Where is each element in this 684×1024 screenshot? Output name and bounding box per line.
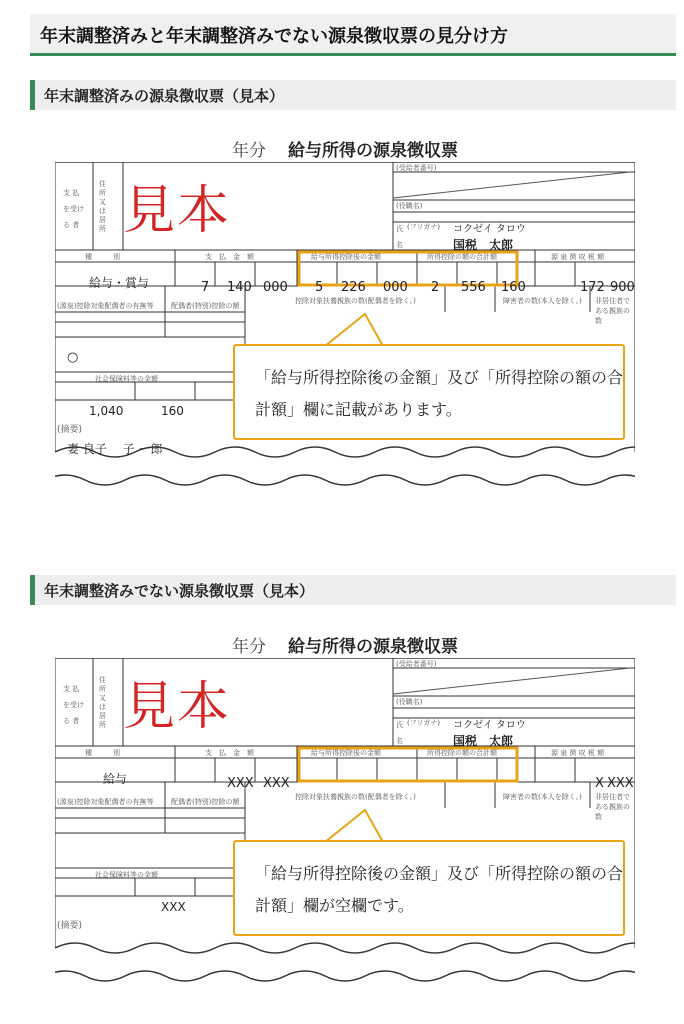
section-heading: 年末調整済みでない源泉徴収票（見本） xyxy=(44,582,315,600)
shubetsu-value: 給与 xyxy=(103,772,128,786)
amount-cell: 2 xyxy=(431,280,440,295)
amount-cell: 172 xyxy=(580,280,605,295)
tekiyo-value: 妻 良子 子 一郎 xyxy=(67,442,163,456)
amount-cell: 7 xyxy=(201,280,210,295)
callout-pointer xyxy=(325,808,385,842)
section-heading-bar-2 xyxy=(30,575,676,605)
callout-box xyxy=(233,840,625,936)
social-insurance-label: 社会保険料等の金額 xyxy=(95,375,158,383)
name-label-mei: 名 xyxy=(396,737,403,745)
sample-stamp: 見本 xyxy=(123,677,232,737)
col-kojo-total: 所得控除の額の合計額 xyxy=(427,253,497,261)
col-shiharai: 支 払 金 額 xyxy=(205,253,254,261)
page-title-bar xyxy=(30,14,676,56)
payee-label-2: を受け xyxy=(63,701,84,709)
amount-cell: 000 xyxy=(263,280,288,295)
social-amount: 1,040 xyxy=(89,404,124,418)
section-heading-bar-1 xyxy=(30,80,676,110)
sample-stamp: 見本 xyxy=(123,181,232,241)
page-title: 年末調整済みと年末調整済みでない源泉徴収票の見分け方 xyxy=(40,26,508,47)
form-title xyxy=(55,632,635,657)
amount-cell: 160 xyxy=(501,280,526,295)
furigana-label: (フリガナ) xyxy=(407,223,441,231)
dependents-label: 控除対象扶養親族の数(配偶者を除く。) xyxy=(295,297,416,305)
amount-cell: XXX xyxy=(607,776,634,791)
furigana-name: コクゼイ タロウ xyxy=(453,224,526,235)
col-shubetsu: 種 別 xyxy=(85,253,120,261)
form-title-text: 給与所得の源泉徴収票 xyxy=(288,637,458,657)
payee-label-1: 支 払 xyxy=(63,685,80,693)
social-amount: XXX xyxy=(161,900,186,914)
col-tax: 源 泉 徴 収 税 額 xyxy=(551,749,605,757)
col-kojogo: 給与所得控除後の金額 xyxy=(311,253,381,261)
shubetsu-value: 給与・賞与 xyxy=(89,276,150,290)
furigana-label: (フリガナ) xyxy=(407,719,441,727)
nonresident-label: 非居住者である親族の数 xyxy=(595,793,630,821)
nonresident-label: 非居住者である親族の数 xyxy=(595,297,630,325)
furigana-name: コクゼイ タロウ xyxy=(453,720,526,731)
withholding-slip-sample-1 xyxy=(55,136,635,511)
dependents-label: 控除対象扶養親族の数(配偶者を除く。) xyxy=(295,793,416,801)
payee-label-3: る 者 xyxy=(63,717,80,725)
amount-cell: 5 xyxy=(315,280,324,295)
spouse-label: (源泉)控除対象配偶者の有無等 xyxy=(57,798,154,806)
payee-label-3: る 者 xyxy=(63,221,80,229)
recipient-name: 国税 太郎 xyxy=(453,238,514,252)
tekiyo-label: (摘要) xyxy=(57,425,83,435)
amount-cell: 000 xyxy=(383,280,408,295)
amount-cell: 226 xyxy=(341,280,366,295)
name-label-shi: 氏 xyxy=(396,721,403,729)
position-label: (役職名) xyxy=(396,202,423,210)
address-label: 住所又は居所 xyxy=(99,180,106,233)
form-title-text: 給与所得の源泉徴収票 xyxy=(288,141,458,161)
social-amount: 160 xyxy=(161,404,184,418)
callout-text: 「給与所得控除後の金額」及び「所得控除の額の合計額」欄が空欄です。 xyxy=(255,864,624,915)
withholding-slip-sample-2 xyxy=(55,632,635,1012)
recipient-name: 国税 太郎 xyxy=(453,734,514,748)
payee-label-1: 支 払 xyxy=(63,189,80,197)
payee-label-2: を受け xyxy=(63,205,84,213)
disabled-label: 障害者の数(本人を除く。) xyxy=(503,297,582,305)
callout-box xyxy=(233,344,625,440)
amount-cell: XXX xyxy=(227,776,254,791)
social-insurance-label: 社会保険料等の金額 xyxy=(95,871,158,879)
col-shiharai: 支 払 金 額 xyxy=(205,749,254,757)
amount-cell: 140 xyxy=(227,280,252,295)
name-label-shi: 氏 xyxy=(396,225,403,233)
amount-cell: XXX xyxy=(263,776,290,791)
callout-pointer xyxy=(325,312,385,346)
address-label: 住所又は居所 xyxy=(99,676,106,729)
callout-text: 「給与所得控除後の金額」及び「所得控除の額の合計額」欄に記載があります。 xyxy=(255,368,624,419)
recipient-number-label: (受給者番号) xyxy=(396,660,437,668)
amount-cell: X xyxy=(595,776,604,791)
amount-cell: 900 xyxy=(610,280,635,295)
form-title xyxy=(55,136,635,161)
col-tax: 源 泉 徴 収 税 額 xyxy=(551,253,605,261)
section-heading: 年末調整済みの源泉徴収票（見本） xyxy=(44,87,285,105)
name-label-mei: 名 xyxy=(396,241,403,249)
form-year-label: 年分 xyxy=(232,141,266,161)
spouse-special-label: 配偶者(特別)控除の額 xyxy=(171,302,240,310)
amount-cell: 556 xyxy=(461,280,486,295)
spouse-circle: ○ xyxy=(67,350,79,365)
col-kojogo: 給与所得控除後の金額 xyxy=(311,749,381,757)
spouse-special-label: 配偶者(特別)控除の額 xyxy=(171,798,240,806)
form-year-label: 年分 xyxy=(232,637,266,657)
disabled-label: 障害者の数(本人を除く。) xyxy=(503,793,582,801)
col-shubetsu: 種 別 xyxy=(85,749,120,757)
recipient-number-label: (受給者番号) xyxy=(396,164,437,172)
tekiyo-label: (摘要) xyxy=(57,921,83,931)
spouse-label: (源泉)控除対象配偶者の有無等 xyxy=(57,302,154,310)
col-kojo-total: 所得控除の額の合計額 xyxy=(427,749,497,757)
position-label: (役職名) xyxy=(396,698,423,706)
